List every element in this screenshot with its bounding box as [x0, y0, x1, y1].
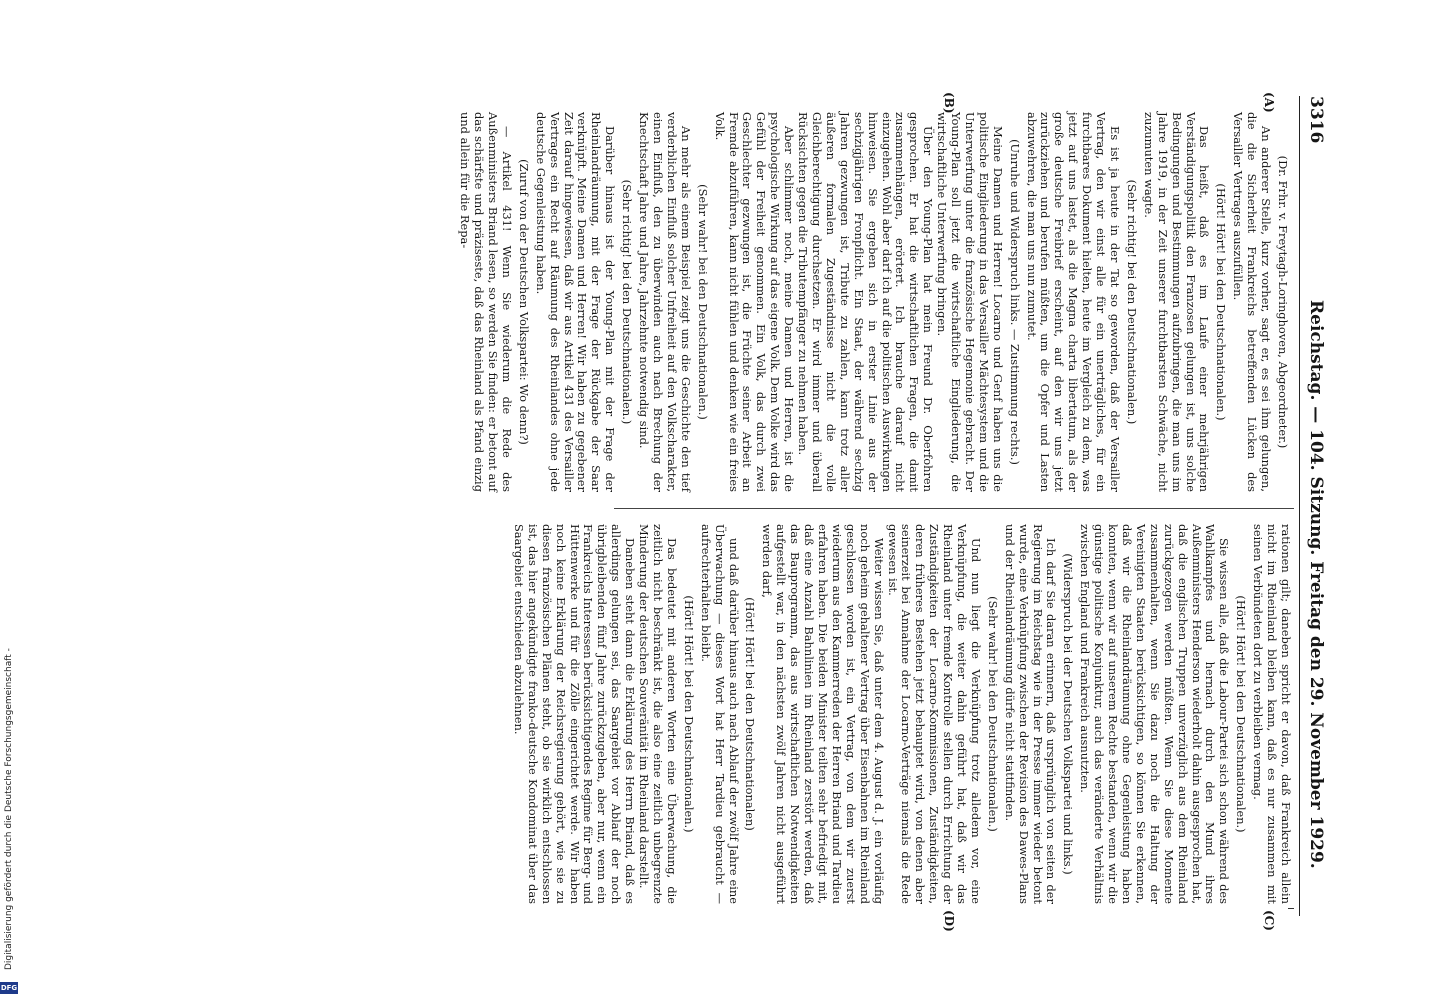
paragraph: rationen gilt; daneben spricht er davon, daß Frankreich allein nicht im Rheinland bleiben kann, daß es nur zusammen mit seinen Verbündeten dort zu verbleiben vermag. [1251, 524, 1293, 904]
paragraph: An mehr als einem Beispiel zeigt uns die Geschichte den tief verderblichen Einfluß solcher Unfreiheit auf den Volkscharakter, einen Einfluß, den zu überwinden auch nach Brechung der Knechtschaft Jahre und Jahre, Jahrzehnte notwendig sind. [637, 112, 693, 492]
paragraph: Darüber hinaus ist der Young-Plan mit der Frage der Rheinlandräumung, mit der Frage der Rückgabe der Saar verknüpft. Meine Damen und Herren! Wir haben zu gegebener Zeit darauf hingewiesen, daß wir aus Artikel 431 des Versailler Vertrages ein Recht auf Räumung des Rheinlandes ohne jede deutsche Gegenleistung haben. [533, 112, 618, 492]
paragraph: Sie wissen alle, daß die Labour-Partei sich schon während des Wahlkampfes und hernach durch den Mund ihres Außenministers Henderson wiederholt dahin ausgesprochen hat, daß die englischen Truppen unverzüglich aus dem Rheinland zurückgezogen werden müßten. Wenn Sie diese Momente zusammenhalten, wenn Sie dazu noch die Haltung der Vereinigten Staaten berücksichtigen, so können Sie erkennen, daß wir die Rheinlandräumung ohne Gegenleistung haben konnten, wenn wir auf unserem Rechte bestanden, wenn wir die günstige politische Konjunktur, auch das veränderte Verhältnis zwischen England und Frankreich ausnutzten. [1078, 524, 1232, 904]
digitization-credit: Digitalisierung gefördert durch die Deutsche Forschungsgemeinschaft - [4, 648, 14, 970]
margin-mark-d: (D) [942, 910, 956, 932]
header-rule [1299, 96, 1300, 916]
interjection: (Hört! Hört! bei den Deutschnationalen.) [681, 595, 696, 833]
paragraph: Über den Young-Plan hat mein Freund Dr. Oberfohren gesprochen. Er hat die wirtschaftlichen Fragen, die damit zusammenhängen, erörtert. Ich brauche darauf nicht einzugehen. Wohl aber darf ich auf die politischen Auswirkungen hinweisen. Sie ergeben sich in erster Linie aus der sechzigjährigen Fronpflicht. Ein Staat, der während sechzig Jahren gezwungen ist, Tribute zu zahlen, kann trotz aller äußeren formalen Zugeständnisse nicht die volle Gleichberechtigung durchsetzen. Er wird immer und überall Rücksichten gegen die Tributempfänger zu nehmen haben. [796, 112, 936, 492]
paragraph: Daneben steht dann die Erklärung des Herrn Briand, daß es allerdings gelungen sei, das Saargebiet vor Ablauf der noch übrigbleibenden fünf Jahre zurückzugeben, aber nur, wenn ein Frankreichs Interessen berücksichtigendes Regime für Berg- und Hüttenwerke und für die Zölle eingerichtet werde. Wir haben noch keine Erklärung der Reichsregierung gehört, wie sie zu diesen französischen Plänen steht, ob sie wirklich entschlossen ist, das hier angekündigte franko-deutsche Kondominat über das Saargebiet entschieden abzulehnen. [511, 524, 638, 904]
interjection: (Widerspruch bei der Deutschen Volkspartei und links.) [1061, 553, 1076, 875]
paragraph: An anderer Stelle, kurz vorher, sagt er, es sei ihm gelungen, die die Sicherheit Frankreichs betreffenden Lücken des Versailler Vertrages auszufüllen. [1231, 112, 1274, 492]
interjection: (Hört! Hört! bei den Deutschnationalen.) [1214, 183, 1229, 421]
interjection: (Hört! Hört! bei den Deutschnationalen) [743, 597, 758, 831]
interjection: (Sehr richtig! bei den Deutschnationalen.) [1124, 179, 1139, 425]
interjection: (Unruhe und Widerspruch links. — Zustimmung rechts.) [1007, 139, 1022, 465]
column-separator [614, 508, 1294, 509]
dfg-logo: DFG [0, 984, 18, 992]
interjection: (Zuruf von der Deutschen Volkspartei: Wo denn?) [516, 159, 531, 445]
interjection: (Hört! Hört! bei den Deutschnationalen.) [1234, 595, 1249, 833]
interjection: (Sehr richtig! bei den Deutschnationalen.) [620, 179, 635, 425]
paragraph: Das heißt, daß es im Laufe einer mehrjährigen Verständigungspolitik den Franzosen gelungen ist, uns solche Bedingungen und Bestimmungen aufzubringen, die man uns im Jahre 1919, in der Zeit unserer furchtbarsten Schwäche, nicht zuzumuten wagte. [1141, 112, 1212, 492]
paragraph: — Artikel 431! Wenn Sie wiederum die Rede des Außenministers Briand lesen, so werden Sie finden: er betont auf das schärfste und präziseste, daß das Rheinland als Pfand einzig und allein für die Repa- [458, 112, 514, 492]
paragraph: Aber schlimmer noch, meine Damen und Herren, ist die psychologische Wirkung auf das eigene Volk. Dem Volke wird das Gefühl der Freiheit genommen. Ein Volk, das durch zwei Geschlechter gezwungen ist, die Früchte seiner Arbeit an Fremde abzuführen, kann nicht fühlen und denken wie ein freies Volk. [712, 112, 797, 492]
page-number: 3316 [1306, 96, 1326, 144]
paragraph: Es ist ja heute in der Tat so geworden, daß der Versailler Vertrag, den wir einst alle für ein unerträgliches, für ein furchtbares Dokument hielten, heute im Vergleich zu dem, was jetzt auf uns lastet, als die Magna charta libertatum, als der große deutsche Freibrief erscheint, auf den wir uns jetzt zurückziehen und berufen müßten, um die Opfer und Lasten abzuwehren, die man uns nun zumutet. [1024, 112, 1123, 492]
interjection: (Dr. Frhr. v. Freytagh-Loringhoven, Abgeordneter.) [1276, 155, 1290, 449]
paragraph: Das bedeutet mit anderen Worten eine Überwachung, die zeitlich nicht beschränkt ist, die also eine zeitlich unbegrenzte Minderung der deutschen Souveränität im Rheinland darstellt. [637, 524, 679, 904]
paragraph: Ich darf Sie daran erinnern, daß ursprünglich von seiten der Regierung im Reichstag wie in der Presse immer wieder betont wurde, eine Verknüpfung zwischen der Revision des Dawes-Plans und der Rheinlandräumung dürfe nicht stattfinden. [1002, 524, 1059, 904]
margin-mark-b: (B) [942, 92, 956, 114]
margin-mark-c: (C) [1262, 910, 1276, 931]
page-header [1298, 0, 1334, 1000]
paragraph: Weiter wissen Sie, daß unter dem 4. August d. J. ein vorläufig noch geheim gehaltener Vertrag über Eisenbahnen im Rheinland geschlossen worden ist, ein Vertrag, von dem wir zuerst wiederum aus den Kammerreden der Herren Briand und Tardieu erfahren haben. Die beiden Minister teilten sehr befriedigt mit, daß eine Anzahl Bahnlinien im Rheinland zerstört werden, daß das Bauprogramm, das aus wirtschaftlichen Notwendigkeiten aufgestellt war, in den nächsten zwölf Jahren nicht ausgeführt werden darf, [760, 524, 886, 904]
paragraph: und daß darüber hinaus auch nach Ablauf der zwölf Jahre eine Überwachung — dieses Wort hat Herr Tardieu gebraucht — aufrechterhalten bleibt. [698, 524, 741, 904]
right-column [511, 524, 1292, 904]
interjection: (Sehr wahr! bei den Deutschnationalen.) [985, 596, 1000, 832]
margin-tick [1288, 908, 1294, 909]
left-column [457, 112, 1292, 492]
interjection: (Sehr wahr! bei den Deutschnationalen.) [695, 184, 710, 420]
paragraph: Meine Damen und Herren! Locarno und Genf haben uns die politische Eingliederung in das Versailler Mächtesystem und die Unterwerfung unter die französische Hegemonie gebracht. Der Young-Plan soll jetzt die wirtschaftliche Eingliederung, die wirtschaftliche Unterwerfung bringen. [935, 112, 1005, 492]
paragraph: Und nun liegt die Verknüpfung trotz alledem vor, eine Verknüpfung, die weiter dahin geführt hat, daß wir das Rheinland unter fremde Kontrolle stellen durch Errichtung der Zuständigkeiten der Locarno-Kommissionen, Zuständigkeiten, deren früheres Bestehen jetzt behauptet wird, von denen aber seinerzeit bei Annahme der Locarno-Verträge niemals die Rede gewesen ist. [885, 524, 983, 904]
running-head: Reichstag. — 104. Sitzung. Freitag den 29. November 1929. [1306, 300, 1326, 869]
margin-mark-a: (A) [1262, 92, 1276, 113]
